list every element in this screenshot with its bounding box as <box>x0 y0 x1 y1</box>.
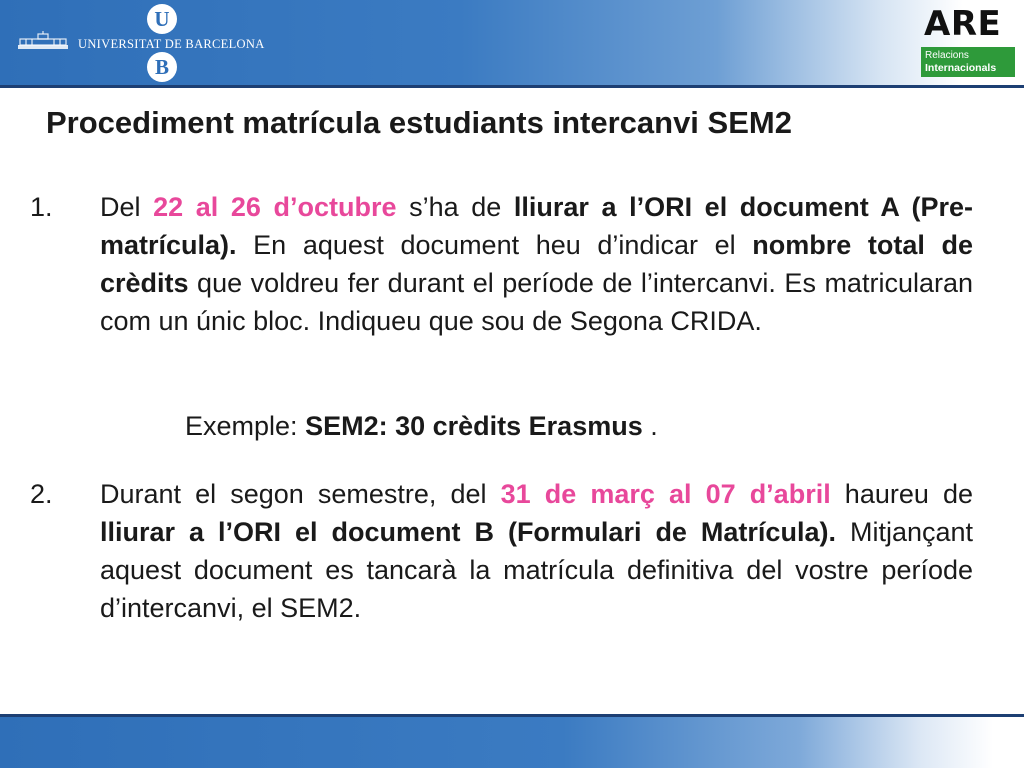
item1-bold-2: nombre total de crèdits <box>100 230 974 298</box>
item2-text-3: Mitjançant aquest document es tancarà la matrícula definitiva del vostre període d’intercanvi, el SEM2. <box>100 517 974 623</box>
example-suffix: . <box>642 411 658 441</box>
item2-text-1: Durant el segon semestre, del <box>100 479 501 509</box>
university-building-icon <box>18 31 68 51</box>
are-logo-line2: Internacionals <box>925 62 997 74</box>
item2-text-2: haureu de <box>830 479 973 509</box>
header-divider <box>0 85 1024 88</box>
item2-bold-1: lliurar a l’ORI el document B (Formulari de Matrícula). <box>100 517 836 547</box>
are-logo-title: ARE <box>924 4 1002 44</box>
item1-date: 22 al 26 d’octubre <box>153 192 397 222</box>
item1-text-4: que voldreu fer durant el període de l’intercanvi. Es matricularan com un únic bloc. Indiqueu que sou de Segona CRIDA. <box>100 268 973 336</box>
footer-band <box>0 717 1024 768</box>
example-line <box>185 407 658 445</box>
are-logo-box <box>921 47 1015 77</box>
slide-title: Procediment matrícula estudiants intercanvi SEM2 <box>46 105 792 140</box>
university-seal-b: B <box>147 52 177 82</box>
item2-date: 31 de març al 07 d’abril <box>500 479 831 509</box>
list-item-2 <box>30 475 974 627</box>
item1-text-3: En aquest document heu d’indicar el <box>236 230 753 260</box>
header-band <box>0 0 1024 85</box>
universitat-barcelona-logo <box>14 4 265 82</box>
example-label: Exemple: <box>185 411 306 441</box>
list-number-2: 2. <box>30 479 53 509</box>
list-number-1: 1. <box>30 192 53 222</box>
example-value: SEM2: 30 crèdits Erasmus <box>305 411 643 441</box>
are-relacions-internacionals-logo <box>918 5 1016 77</box>
are-logo-line1: Relacions <box>925 50 969 61</box>
item1-text-2: s’ha de <box>396 192 514 222</box>
university-seal-u: U <box>147 4 177 34</box>
item1-bold-1: lliurar a l’ORI el document A (Pre-matrícula). <box>100 192 973 260</box>
list-item-1 <box>30 188 974 340</box>
item1-text-1: Del <box>100 192 154 222</box>
university-name: UNIVERSITAT DE BARCELONA <box>78 37 265 51</box>
